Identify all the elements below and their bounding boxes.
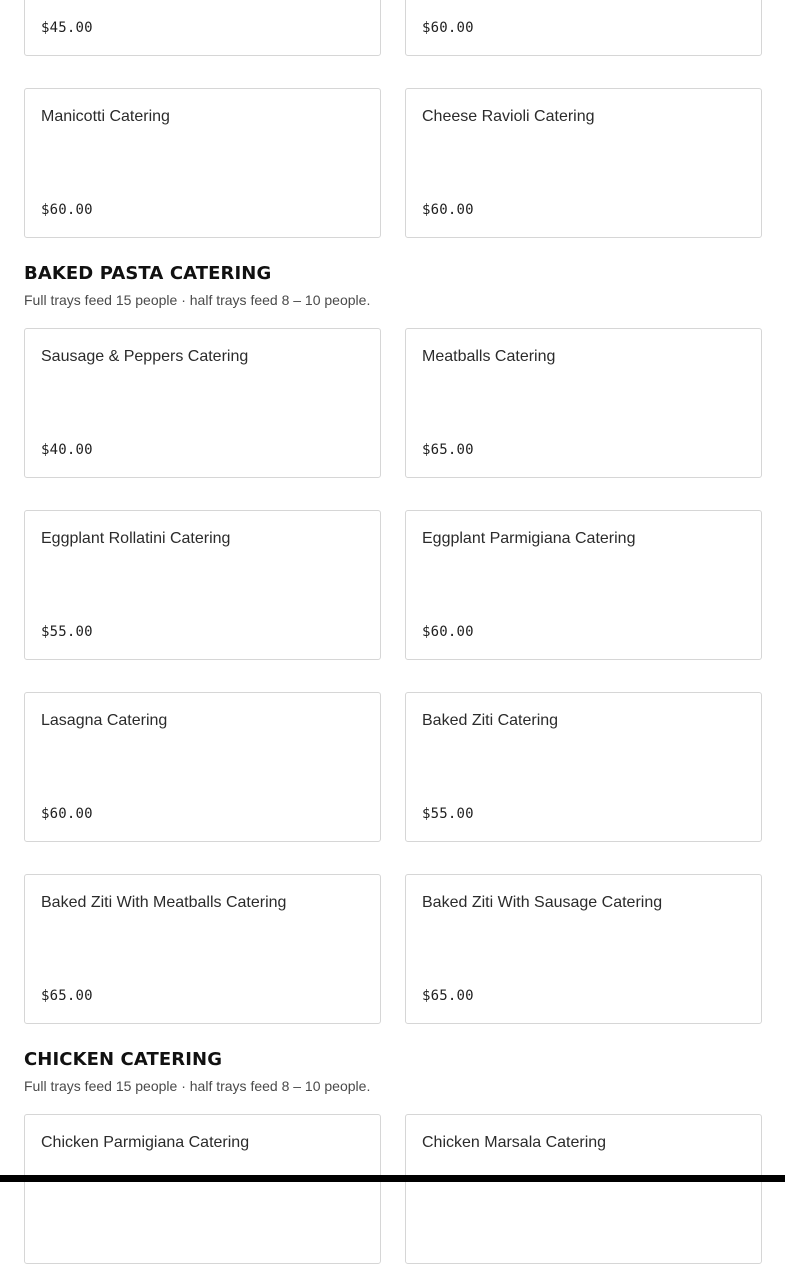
menu-item-name: Eggplant Parmigiana Catering xyxy=(422,530,636,547)
menu-item-card[interactable] xyxy=(24,88,381,238)
section-title-baked-pasta: BAKED PASTA CATERING xyxy=(24,263,272,284)
menu-item-card[interactable] xyxy=(405,1114,762,1264)
menu-item-card[interactable] xyxy=(405,0,762,56)
bottom-bar xyxy=(0,1175,785,1182)
menu-item-card[interactable] xyxy=(24,692,381,842)
menu-item-price: $55.00 xyxy=(41,624,93,640)
menu-item-name: Lasagna Catering xyxy=(41,712,168,729)
menu-item-name: Chicken Parmigiana Catering xyxy=(41,1134,250,1151)
menu-item-name: Eggplant Rollatini Catering xyxy=(41,530,231,547)
menu-item-price: $55.00 xyxy=(422,806,474,822)
menu-item-name: Sausage & Peppers Catering xyxy=(41,348,249,365)
section-title-chicken: CHICKEN CATERING xyxy=(24,1049,223,1070)
menu-item-name: Manicotti Catering xyxy=(41,108,170,125)
menu-item-price: $40.00 xyxy=(41,442,93,458)
menu-item-price: $65.00 xyxy=(422,988,474,1004)
menu-item-name: Baked Ziti With Meatballs Catering xyxy=(41,894,287,911)
menu-item-price: $60.00 xyxy=(422,20,474,36)
section-description-baked-pasta: Full trays feed 15 people · half trays feed 8 – 10 people. xyxy=(24,292,371,308)
menu-item-name: Meatballs Catering xyxy=(422,348,556,365)
menu-item-card[interactable] xyxy=(405,88,762,238)
menu-item-card[interactable] xyxy=(24,510,381,660)
menu-item-card[interactable] xyxy=(405,874,762,1024)
menu-item-card[interactable] xyxy=(24,0,381,56)
section-description-chicken: Full trays feed 15 people · half trays feed 8 – 10 people. xyxy=(24,1078,371,1094)
menu-item-card[interactable] xyxy=(24,1114,381,1264)
menu-item-card[interactable] xyxy=(24,874,381,1024)
menu-item-price: $60.00 xyxy=(422,202,474,218)
menu-item-price: $45.00 xyxy=(41,20,93,36)
menu-item-price: $65.00 xyxy=(41,988,93,1004)
menu-item-price: $60.00 xyxy=(422,624,474,640)
menu-item-price: $60.00 xyxy=(41,202,93,218)
menu-item-name: Baked Ziti Catering xyxy=(422,712,559,729)
menu-item-name: Chicken Marsala Catering xyxy=(422,1134,607,1151)
menu-item-name: Baked Ziti With Sausage Catering xyxy=(422,894,663,911)
menu-item-card[interactable] xyxy=(405,328,762,478)
menu-item-card[interactable] xyxy=(24,328,381,478)
menu-item-card[interactable] xyxy=(405,692,762,842)
menu-item-price: $60.00 xyxy=(41,806,93,822)
menu-item-card[interactable] xyxy=(405,510,762,660)
menu-item-name: Cheese Ravioli Catering xyxy=(422,108,595,125)
menu-item-price: $65.00 xyxy=(422,442,474,458)
